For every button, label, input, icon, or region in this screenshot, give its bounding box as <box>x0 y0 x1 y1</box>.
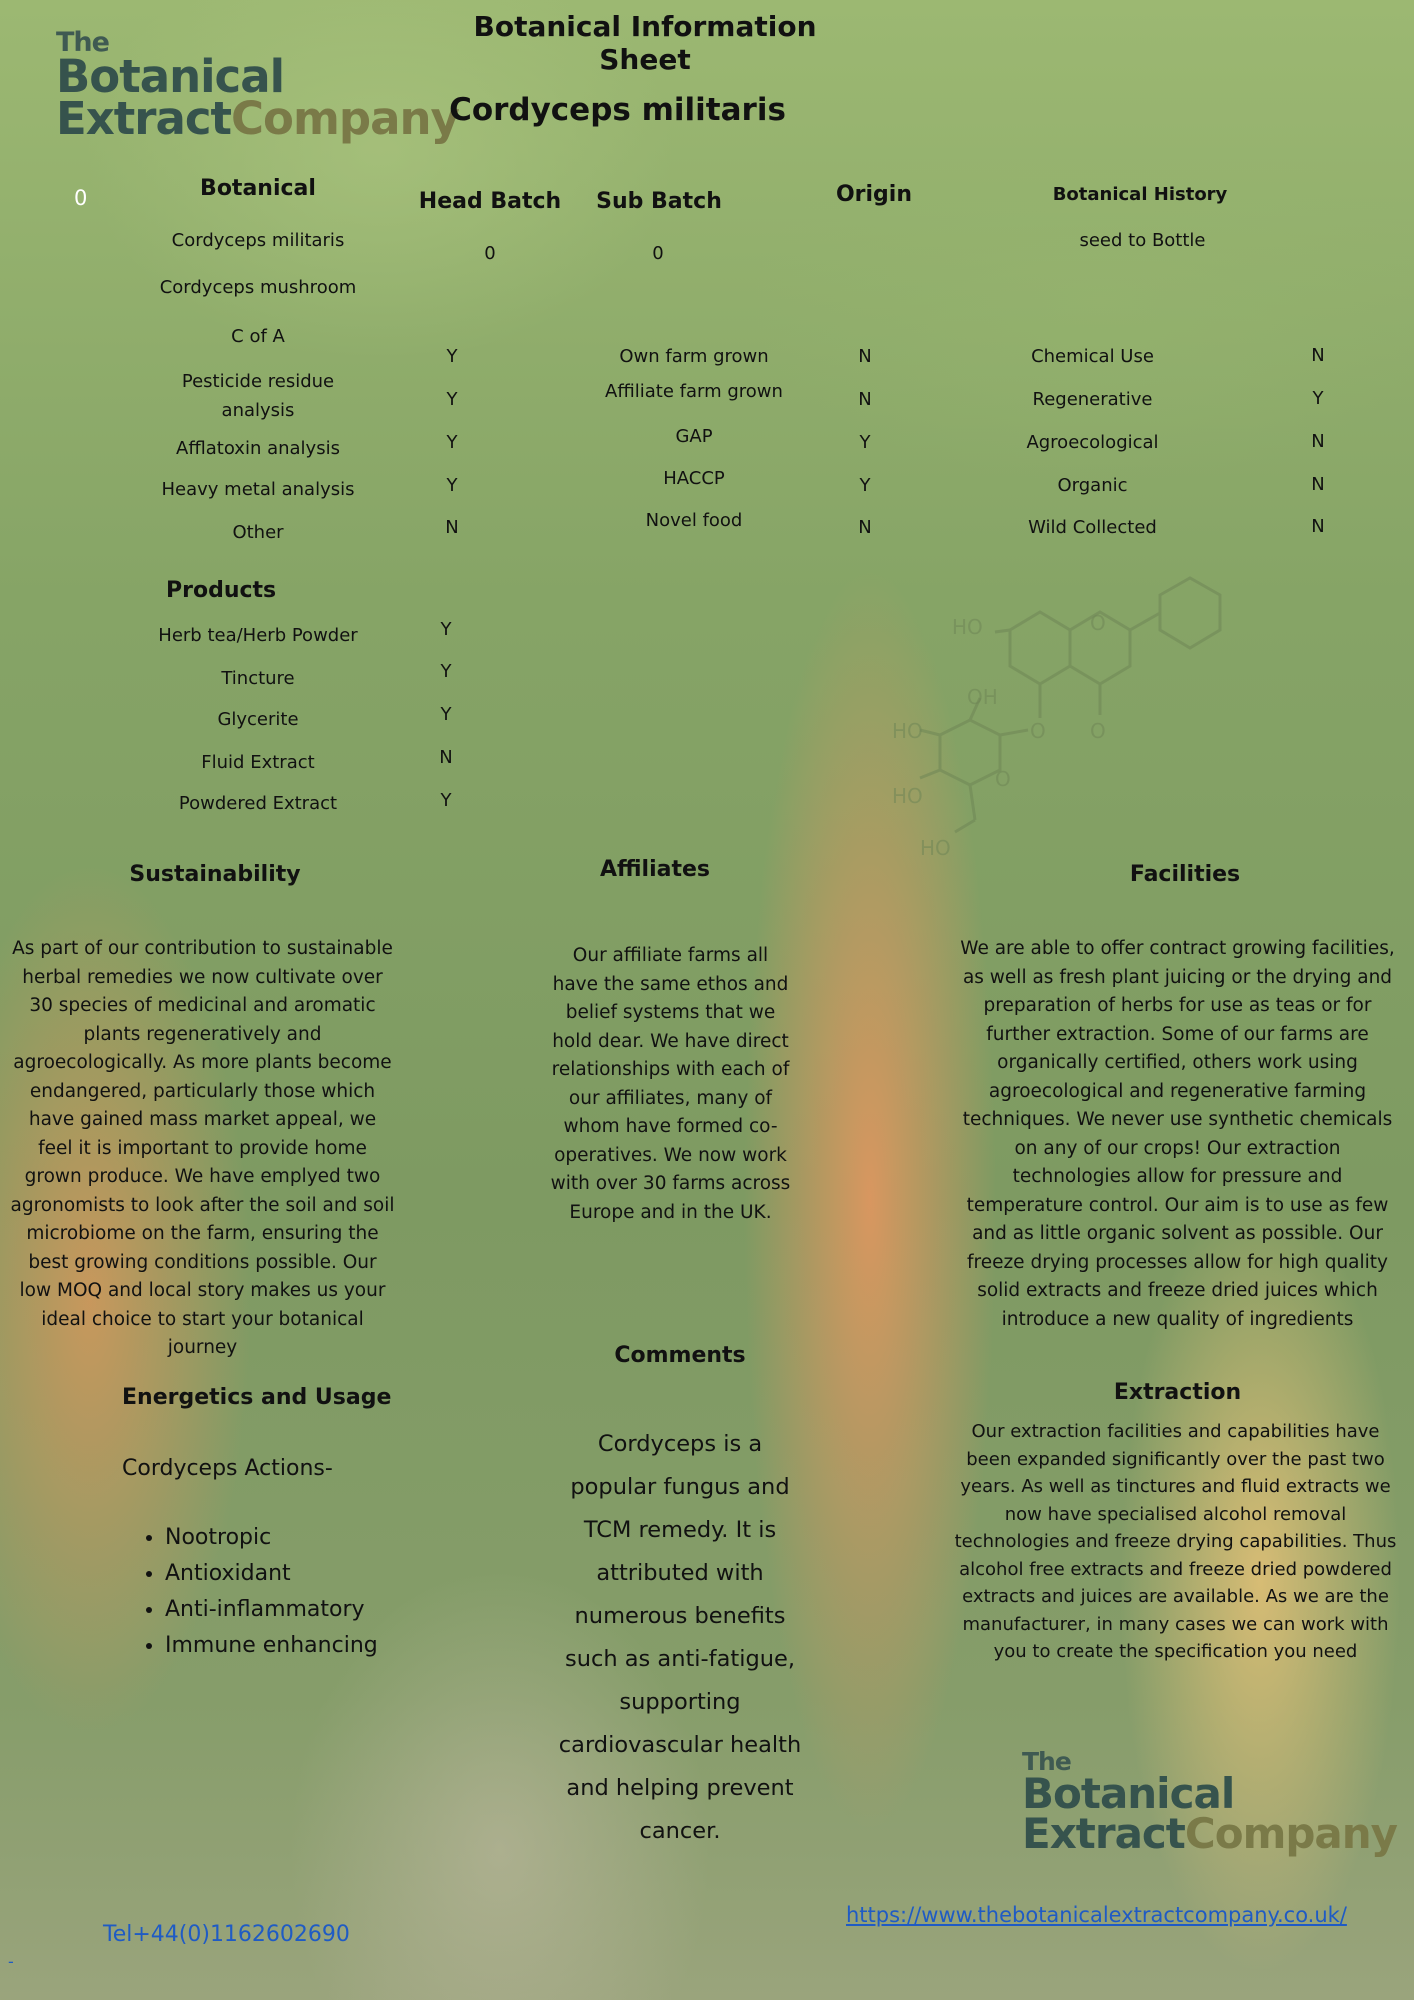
plant-title: Cordyceps militaris <box>449 92 786 128</box>
header-origin: Origin <box>835 182 913 207</box>
header-sub-batch: Sub Batch <box>596 189 722 214</box>
action-item: • Nootropic <box>165 1520 378 1556</box>
facilities-text: We are able to offer contract growing facilities, as well as fresh plant juicing or the drying and preparation of herbs for use as teas or for further extraction. Some of our farms are organically certified, others work using agroecological and regenerative farming techniques. We never use synthetic chemicals on any of our crops! Our extraction technologies allow for pressure and temperature control. Our aim is to use as few and as little organic solvent as possible. Our freeze drying processes allow for high quality solid extracts and freeze dried juices which introduce a new quality of ingredients <box>960 938 1395 1330</box>
affiliates-text: Our affiliate farms all have the same ethos and belief systems that we hold dear. We have direct relationships with each of our affiliates, many of whom have formed co-operatives. We now work with over 30 farms across Europe and in the UK. <box>550 945 791 1223</box>
affiliates-title: Affiliates <box>599 857 711 882</box>
logo-line2 <box>56 92 459 146</box>
botanical-history-value: seed to Bottle <box>1079 230 1206 251</box>
test-label: Pesticide residue analysis <box>181 371 335 421</box>
product-label: Fluid Extract <box>201 752 315 773</box>
practice-label: Wild Collected <box>1028 517 1157 538</box>
phone-number[interactable]: Tel+44(0)1162602690 <box>103 1922 350 1947</box>
origin-label: GAP <box>675 426 713 447</box>
practice-value: N <box>1311 431 1325 452</box>
test-label: Other <box>232 522 284 543</box>
website-link[interactable]: https://www.thebotanicalextractcompany.co.uk/ <box>846 1903 1347 1927</box>
comments-text: Cordyceps is a popular fungus and TCM remedy. It is attributed with numerous benefits such as anti-fatigue, supporting cardiovascular health and helping prevent cancer. <box>558 1431 802 1844</box>
test-value: Y <box>446 475 458 496</box>
product-value: Y <box>440 790 452 811</box>
comments-title: Comments <box>614 1343 746 1368</box>
molecule-label: HO <box>892 784 923 808</box>
test-value: Y <box>446 432 458 453</box>
logo-the: The <box>1022 1747 1071 1776</box>
product-value: Y <box>440 619 452 640</box>
product-value: Y <box>440 661 452 682</box>
energetics-title: Energetics and Usage <box>122 1385 392 1410</box>
origin-value: N <box>858 346 872 367</box>
origin-value: N <box>858 389 872 410</box>
origin-label: HACCP <box>663 468 725 489</box>
footer-dash: - <box>8 1952 14 1971</box>
logo-the: The <box>56 27 109 58</box>
actions-list <box>120 1520 378 1664</box>
molecule-label: OH <box>967 685 998 709</box>
logo-botanical: Botanical <box>56 49 285 103</box>
botanical-common-name: Cordyceps mushroom <box>159 277 357 298</box>
index-number: 0 <box>74 186 88 210</box>
logo-line2 <box>1022 1808 1398 1858</box>
product-value: N <box>439 747 453 768</box>
molecule-label: O <box>1030 719 1046 743</box>
practice-value: N <box>1311 474 1325 495</box>
company-logo <box>56 27 459 146</box>
logo-extract: Extract <box>1022 1808 1185 1858</box>
sub-batch-value: 0 <box>652 243 664 264</box>
company-logo-footer <box>1022 1747 1398 1858</box>
product-label: Tincture <box>221 668 295 689</box>
test-value: Y <box>446 389 458 410</box>
molecule-label: HO <box>920 836 951 860</box>
botanical-name: Cordyceps militaris <box>171 230 345 251</box>
products-title: Products <box>166 578 277 603</box>
action-item: • Antioxidant <box>165 1556 378 1592</box>
product-label: Glycerite <box>217 709 299 730</box>
molecule-watermark <box>880 570 1240 860</box>
logo-extract: Extract <box>56 92 232 146</box>
practice-value: N <box>1311 345 1325 366</box>
product-value: Y <box>440 704 452 725</box>
molecule-label: O <box>995 767 1011 791</box>
sustainability-text: As part of our contribution to sustainable herbal remedies we now cultivate over 30 species of medicinal and aromatic plants regeneratively and agroecologically. As more plants become endangered, particularly those which have gained mass market appeal, we feel it is important to provide home grown produce. We have emplyed two agronomists to look after the soil and soil microbiome on the farm, ensuring the best growing conditions possible. Our low MOQ and local story makes us your ideal choice to start your botanical journey <box>10 938 395 1358</box>
test-value: Y <box>446 346 458 367</box>
sustainability-title: Sustainability <box>129 862 301 887</box>
extraction-text: Our extraction facilities and capabilities have been expanded significantly over the past two years. As well as tinctures and fluid extracts we now have specialised alcohol removal technologies and freeze drying capabilities. Thus alcohol free extracts and freeze dried powdered extracts and juices are available. As we are the manufacturer, in many cases we can work with you to create the specification you need <box>954 1421 1397 1662</box>
molecule-label: HO <box>892 719 923 743</box>
logo-company: Company <box>231 92 459 146</box>
practice-label: Agroecological <box>1026 432 1159 453</box>
logo-botanical: Botanical <box>1022 1768 1235 1818</box>
practice-label: Chemical Use <box>1031 346 1154 367</box>
header-botanical: Botanical <box>200 176 316 201</box>
practice-value: Y <box>1312 388 1324 409</box>
product-label: Powdered Extract <box>178 793 338 814</box>
test-label: Afflatoxin analysis <box>176 438 340 459</box>
action-item: • Immune enhancing <box>165 1628 378 1664</box>
molecule-label: HO <box>952 615 983 639</box>
origin-label: Own farm grown <box>619 346 769 367</box>
sheet-title: Botanical Information Sheet <box>473 10 817 76</box>
product-label: Herb tea/Herb Powder <box>158 625 358 646</box>
energetics-intro: Cordyceps Actions- <box>122 1456 333 1481</box>
test-label: C of A <box>231 326 285 347</box>
extraction-title: Extraction <box>1113 1380 1242 1405</box>
logo-company: Company <box>1184 1808 1398 1858</box>
practice-label: Organic <box>1057 475 1128 496</box>
molecule-label: O <box>1090 719 1106 743</box>
test-label: Heavy metal analysis <box>161 479 355 500</box>
origin-label: Novel food <box>645 510 743 531</box>
header-head-batch: Head Batch <box>418 189 562 214</box>
origin-value: Y <box>859 475 871 496</box>
test-value: N <box>445 517 459 538</box>
origin-value: Y <box>859 432 871 453</box>
practice-value: N <box>1311 516 1325 537</box>
facilities-title: Facilities <box>1129 862 1241 887</box>
practice-label: Regenerative <box>1032 389 1153 410</box>
action-item: • Anti-inflammatory <box>165 1592 378 1628</box>
head-batch-value: 0 <box>484 243 496 264</box>
molecule-label: O <box>1090 611 1106 635</box>
origin-label: Affiliate farm grown <box>605 381 783 402</box>
header-botanical-history: Botanical History <box>1052 184 1228 205</box>
origin-value: N <box>858 517 872 538</box>
